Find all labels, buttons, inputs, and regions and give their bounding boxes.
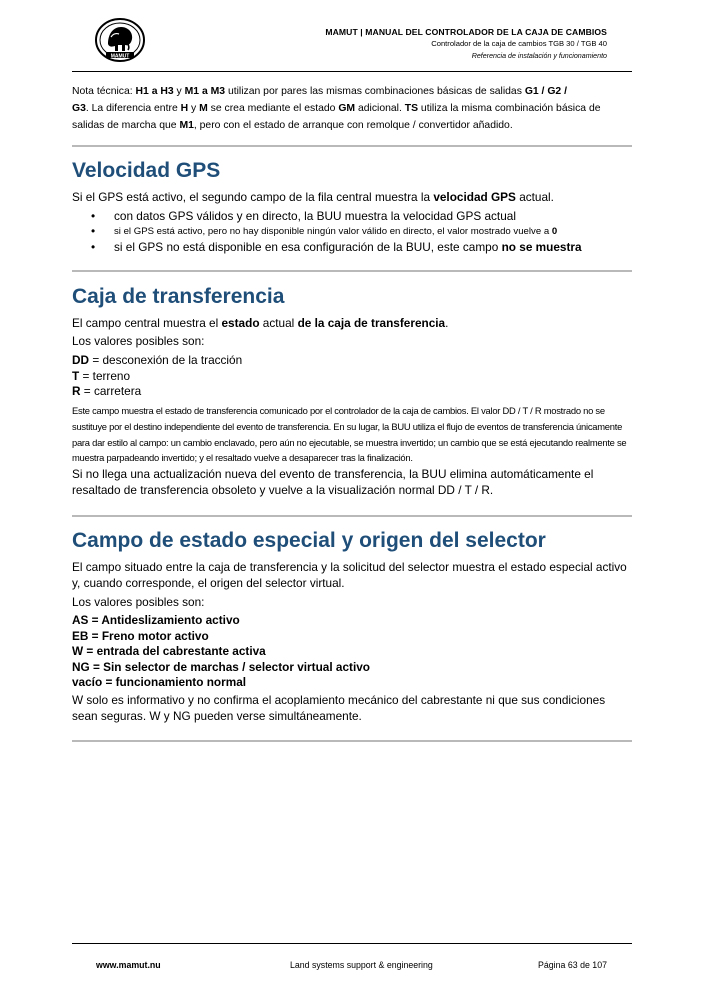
- transfer-possible-values-label: Los valores posibles son:: [72, 334, 205, 348]
- heading-special-status: Campo de estado especial y origen del selector: [72, 529, 546, 552]
- special-closing-paragraph: W solo es informativo y no confirma el acoplamiento mecánico del cabrestante ni que sus condiciones sean seguras. W y NG pueden verse simultáneamente.: [72, 693, 606, 723]
- header-subtitle: Controlador de la caja de cambios TGB 30 / TGB 40: [431, 39, 607, 48]
- list-item: NG = Sin selector de marchas / selector virtual activo: [72, 659, 370, 674]
- header-title: MAMUT | MANUAL DEL CONTROLADOR DE LA CAJA DE CAMBIOS: [325, 27, 607, 37]
- list-item: • si el GPS está activo, pero no hay disponible ningún valor válido en directo, el valor mostrado vuelve a 0: [91, 224, 558, 239]
- footer-rule: [72, 943, 632, 944]
- list-item: • si el GPS no está disponible en esa configuración de la BUU, este campo no se muestra: [91, 239, 582, 254]
- bullet-dot: •: [91, 239, 96, 254]
- list-item: • con datos GPS válidos y en directo, la BUU muestra la velocidad GPS actual: [91, 209, 516, 223]
- list-item: T = terreno: [72, 368, 131, 383]
- page-header: [325, 26, 607, 62]
- transfer-intro: El campo central muestra el estado actual de la caja de transferencia.: [72, 316, 449, 330]
- heading-transfer-case: Caja de transferencia: [72, 285, 285, 308]
- section-separator: [72, 740, 632, 742]
- list-item: EB = Freno motor activo: [72, 628, 209, 643]
- mamut-logo: [94, 17, 146, 63]
- transfer-closing-paragraph: Si no llega una actualización nueva del evento de transferencia, la BUU elimina automáticamente el resaltado de transferencia obsoleto y vuelve a la visualización normal DD / T / R.: [72, 467, 594, 497]
- section-separator: [72, 515, 632, 517]
- header-subsubtitle: Referencia de instalación y funcionamiento: [471, 52, 607, 60]
- section-separator: [72, 145, 632, 147]
- transfer-detail-paragraph: Este campo muestra el estado de transferencia comunicado por el controlador de la caja de cambios. El valor DD / T / R mostrado no se sustituye por el destino independiente del evento de transferencia. En su lugar, la BUU utiliza el flujo de eventos de transferencia únicamente para dar estilo al campo: un cambio enclavado, pero aún no ejecutable, se muestra invertido; un cambio que se está ejecutando realmente se muestra parpadeando invertido; y el resaltado vuelve a desaparecer tras la finalización.: [72, 405, 627, 464]
- gps-intro: Si el GPS está activo, el segundo campo de la fila central muestra la velocidad GPS actual.: [72, 190, 554, 204]
- gps-bullet-list: [72, 209, 632, 255]
- list-item: DD = desconexión de la tracción: [72, 353, 243, 367]
- list-item: R = carretera: [72, 384, 142, 399]
- special-values-list: [72, 613, 370, 691]
- special-intro: El campo situado entre la caja de transferencia y la solicitud del selector muestra el estado especial activo y, cuando corresponde, el origen del selector virtual.: [72, 560, 627, 590]
- transfer-values-list: [72, 353, 242, 400]
- list-item: AS = Antideslizamiento activo: [72, 613, 240, 627]
- header-rule: [72, 71, 632, 72]
- bullet-dot: •: [91, 224, 96, 239]
- footer-tagline: Land systems support & engineering: [290, 960, 433, 970]
- special-possible-values-label: Los valores posibles son:: [72, 595, 205, 609]
- svg-text:MAMUT: MAMUT: [110, 53, 130, 60]
- footer-page-number: Página 63 de 107: [538, 960, 607, 970]
- heading-gps-speed: Velocidad GPS: [72, 159, 221, 182]
- bullet-dot: •: [91, 209, 96, 223]
- footer-website: www.mamut.nu: [96, 960, 161, 970]
- list-item: W = entrada del cabrestante activa: [72, 644, 266, 659]
- section-separator: [72, 270, 632, 272]
- technical-note: Nota técnica: H1 a H3 y M1 a M3 utilizan por pares las mismas combinaciones básicas de salidas G1 / G2 / G3. La diferencia entre H y M se crea mediante el estado GM adicional. TS utiliza la misma combinación básica de salidas de marcha que M1, pero con el estado de arranque con remolque / convertidor añadido.: [72, 86, 601, 131]
- list-item: vacío = funcionamiento normal: [72, 675, 247, 690]
